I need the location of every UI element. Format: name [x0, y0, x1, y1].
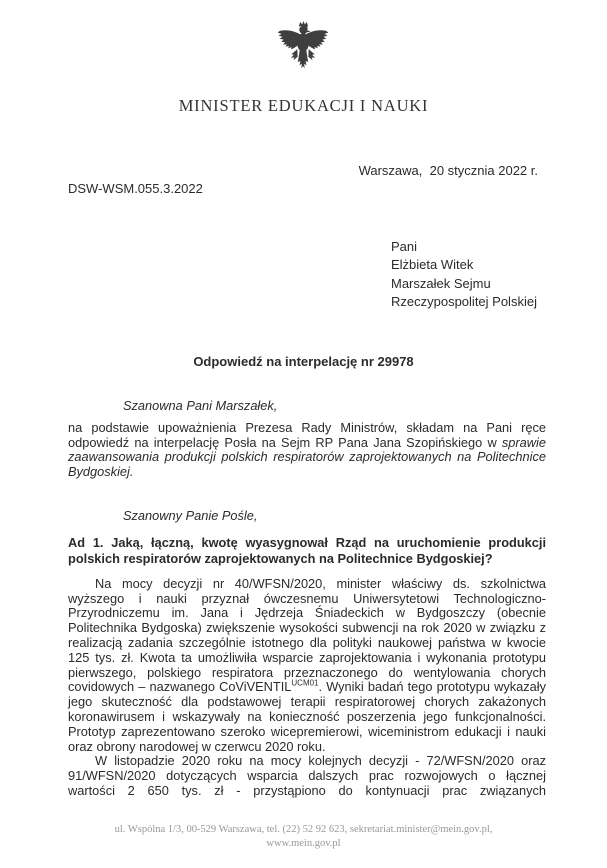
salutation-deputy: Szanowny Panie Pośle, [123, 507, 258, 523]
intro-italic-text: sprawie zaawansowania produkcji polskich respiratorów zaprojektowanych na Politechnice Bydgoskiej. [68, 434, 546, 480]
subject-line: Odpowiedź na interpelację nr 29978 [193, 354, 414, 369]
reference-number: DSW-WSM.055.3.2022 [68, 181, 203, 196]
answer-1-text-before-sup: Na mocy decyzji nr 40/WFSN/2020, minister właściwy ds. szkolnictwa wyższego i nauki przyznał ówczesnemu Uniwersytetowi Technologiczno-Przyrodniczemu im. Jana i Jędrzeja Śniadeckich w Bydgoszczy (obecnie Politechnika Bydgoska) zwiększenie wysokości subwencji na rok 2020 w związku z realizacją zadania szczególnie istotnego dla polityki naukowej państwa w kwocie 125 tys. zł. Kwota ta umożliwiła wsparcie zaprojektowania i wykonania prototypu pierwszego, polskiego respiratora przeznaczonego do wentylowania chorych covidowych – nazwanego CoViVENTIL [68, 575, 546, 695]
salutation-marshal: Szanowna Pani Marszałek, [123, 398, 278, 413]
footer-address-line: ul. Wspólna 1/3, 00-529 Warszawa, tel. (22) 52 92 623, sekretariat.minister@mein.gov.pl, [114, 824, 493, 835]
recipient-line-title: Marszałek Sejmu [391, 275, 491, 291]
letter-footer [0, 823, 607, 851]
ministry-title: MINISTER EDUKACJI I NAUKI [178, 96, 429, 115]
intro-paragraph [68, 421, 546, 480]
letter-body [68, 399, 546, 799]
recipient-line-institution: Rzeczypospolitej Polskiej [391, 293, 537, 309]
place-and-date: Warszawa, 20 stycznia 2022 r. [358, 163, 538, 178]
polish-eagle-emblem-icon [275, 13, 331, 88]
recipient-line-honorific: Pani [391, 239, 418, 254]
question-1-heading: Ad 1. Jaką, łączną, kwotę wyasygnował Rząd na uruchomienie produkcji polskich respiratorów zaprojektowanych na Politechnice Bydgoskiej? [68, 534, 546, 567]
answer-1-text-after-sup: . Wyniki badań tego prototypu wykazały jego skuteczność dla podstawowej terapii respiratorowej chorych zakażonych koronawirusem i wskazywały na konieczność poszerzenia jego funkcjonalności. Prototyp zaprezentowano szeroko wicepremierowi, wiceministrom edukacji i nauki oraz obrony narodowej w czerwcu 2020 roku. [68, 679, 546, 754]
answer-1-superscript: UCM01 [291, 679, 319, 689]
recipient-line-name: Elżbieta Witek [391, 257, 474, 273]
intro-regular-text: na podstawie upoważnienia Prezesa Rady Ministrów, składam na Pani ręce odpowiedź na interpelację Posła na Sejm RP Pana Jana Szopińskiego w [68, 419, 546, 450]
recipient-block [391, 238, 537, 311]
footer-website-line: www.mein.gov.pl [266, 838, 341, 849]
answer-1-paragraph-1 [68, 577, 546, 755]
answer-1-paragraph-2: W listopadzie 2020 roku na mocy kolejnych decyzji - 72/WFSN/2020 oraz 91/WFSN/2020 dotyczących wsparcia dalszych prac rozwojowych o łącznej wartości 2 650 tys. zł - przystąpiono do kontynuacji prac związanych [68, 753, 546, 798]
